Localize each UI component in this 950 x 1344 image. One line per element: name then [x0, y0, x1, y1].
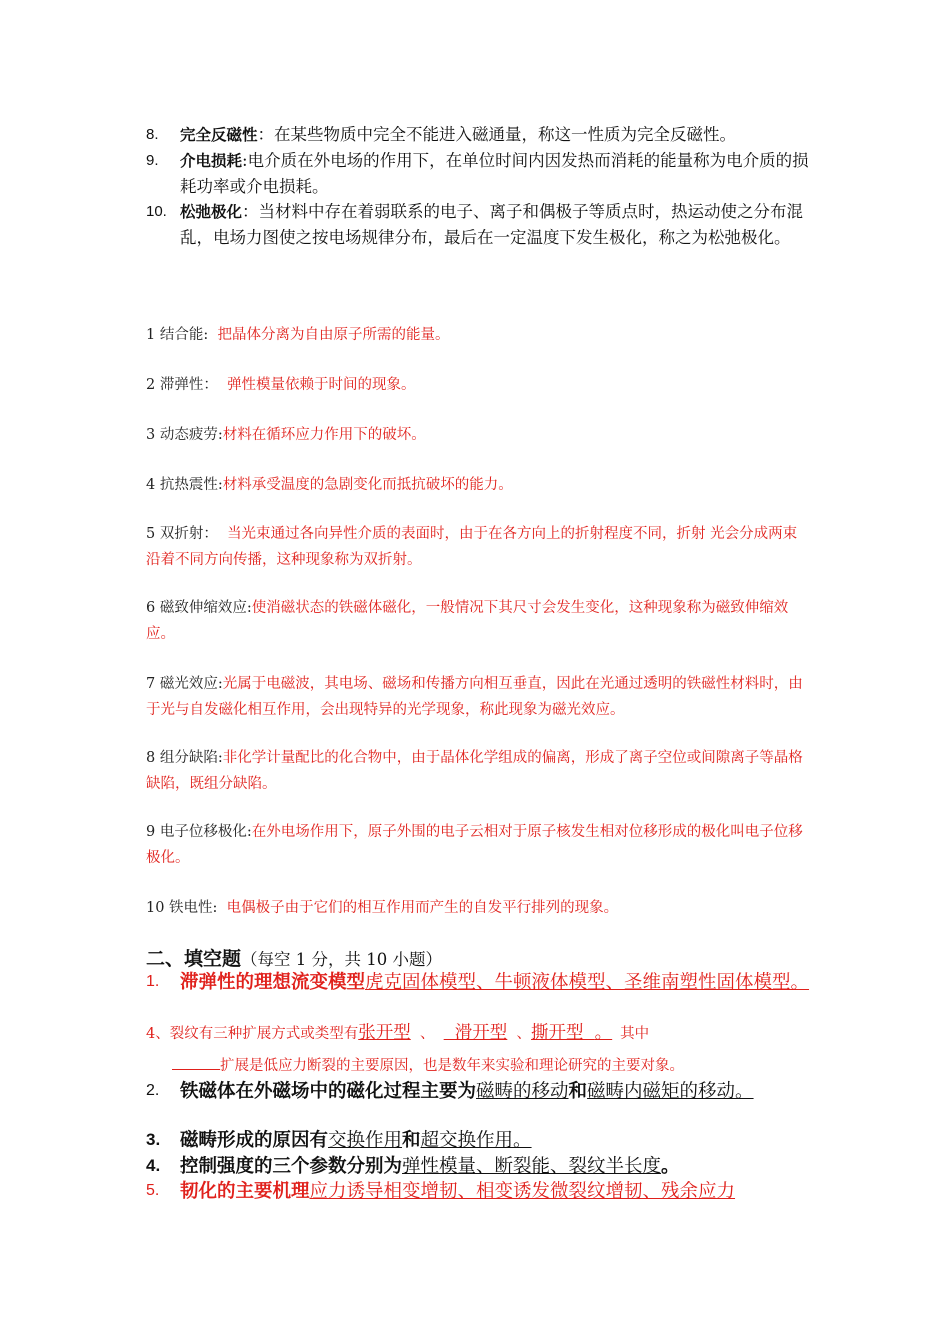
question-stem: 磁畴形成的原因有: [180, 1130, 329, 1151]
definition-item: [146, 148, 811, 199]
question-stem: 铁磁体在外磁场中的磁化过程主要为: [180, 1081, 477, 1102]
question-4: 4. 控制强度的三个参数分别为弹性模量、断裂能、裂纹半长度。: [146, 1156, 680, 1177]
definition-item: [146, 122, 811, 148]
blank-line: [172, 1055, 220, 1070]
term-paragraph: [146, 745, 808, 797]
answer-text: 磁畴的移动: [476, 1081, 569, 1102]
term-label: 3 动态疲劳:: [146, 427, 223, 443]
term-definition: 材料在循环应力作用下的破坏。: [222, 427, 426, 443]
section-note: （每空 1 分，共 10 小题）: [241, 950, 442, 969]
definition-term: 完全反磁性: [180, 126, 258, 144]
definition-item: [146, 199, 811, 250]
term-definition: 在外电场作用下，原子外围的电子云相对于原子核发生相对位移形成的极化叫电子位移极化。: [146, 824, 803, 866]
term-definition: 光属于电磁波，其电场、磁场和传播方向相互垂直，因此在光通过透明的铁磁性材料时，由于光与自发磁化相互作用，会出现特异的光学现象，称此现象为磁光效应。: [146, 676, 803, 718]
answer-text: 磁畴内磁矩的移动。: [587, 1081, 754, 1102]
question-1: 1. 滞弹性的理想流变模型虎克固体模型、牛顿液体模型、圣维南塑性固体模型。: [146, 972, 810, 993]
term-label: 8 组分缺陷:: [146, 750, 223, 766]
question-stem: 控制强度的三个参数分别为: [180, 1156, 403, 1177]
term-paragraph: [146, 521, 808, 573]
term-paragraph: [146, 671, 808, 723]
term-definition: 把晶体分离为自由原子所需的能量。: [217, 327, 450, 343]
term-paragraph: [146, 895, 808, 921]
question-crack: 4、裂纹有三种扩展方式或类型有张开型 、 滑开型 、撕开型 。 其中: [146, 1023, 650, 1043]
term-label: 4 抗热震性:: [146, 477, 223, 493]
term-definition: 非化学计量配比的化合物中，由于晶体化学组成的偏离，形成了离子空位或间隙离子等晶格缺陷，既组分缺陷。: [146, 750, 803, 792]
answer-text: 张开型: [358, 1023, 411, 1043]
definition-term: 松弛极化: [180, 203, 243, 221]
term-label: 2 滞弹性：: [146, 377, 218, 393]
term-label: 1 结合能:: [146, 327, 209, 343]
term-paragraph: [146, 595, 808, 647]
answer-text: 虎克固体模型、牛顿液体模型、圣维南塑性固体模型。: [365, 972, 810, 993]
term-paragraph: [146, 472, 808, 498]
answer-text: 交换作用: [328, 1130, 403, 1151]
term-definition: 弹性模量依赖于时间的现象。: [227, 377, 416, 393]
question-crack-continued: 扩展是低应力断裂的主要原因，也是数年来实验和理论研究的主要对象。: [172, 1054, 684, 1075]
item-number: 8.: [146, 126, 159, 143]
term-definition: 材料承受温度的急剧变化而抵抗破坏的能力。: [222, 477, 513, 493]
question-3: 3. 磁畴形成的原因有交换作用和超交换作用。: [146, 1130, 532, 1151]
item-number: 10.: [146, 203, 167, 220]
answer-text: 撕开型: [531, 1023, 595, 1043]
term-label: 5 双折射：: [146, 526, 218, 542]
question-stem: 韧化的主要机理: [180, 1181, 310, 1202]
term-label: 9 电子位移极化:: [146, 824, 252, 840]
section-title: 二、填空题（每空 1 分，共 10 小题）: [146, 948, 442, 970]
term-paragraph: [146, 372, 808, 398]
item-number: 9.: [146, 152, 159, 169]
term-definition: 使消磁状态的铁磁体磁化，一般情况下其尺寸会发生变化，这种现象称为磁致伸缩效应。: [146, 600, 789, 642]
term-paragraph: [146, 322, 808, 348]
term-label: 6 磁致伸缩效应:: [146, 600, 252, 616]
answer-text: 弹性模量、断裂能、裂纹半长度: [402, 1156, 662, 1177]
definition-text: ：当材料中存在着弱联系的电子、离子和偶极子等质点时，热运动使之分布混乱，电场力图使之按电场规律分布，最后在一定温度下发生极化，称之为松弛极化。: [180, 202, 804, 247]
term-label: 7 磁光效应:: [146, 676, 223, 692]
term-label: 10 铁电性:: [146, 900, 218, 916]
definition-text: ：在某些物质中完全不能进入磁通量，称这一性质为完全反磁性。: [257, 125, 737, 144]
definition-term: 介电损耗: [180, 152, 243, 170]
definition-list: [146, 122, 811, 250]
question-2: 2. 铁磁体在外磁场中的磁化过程主要为磁畴的移动和磁畴内磁矩的移动。: [146, 1081, 754, 1102]
term-definition: 电偶极子由于它们的相互作用而产生的自发平行排列的现象。: [226, 900, 619, 916]
question-stem: 滞弹性的理想流变模型: [180, 972, 366, 993]
answer-text: 滑开型: [443, 1023, 508, 1043]
term-paragraph: [146, 819, 808, 871]
term-paragraph: [146, 422, 808, 448]
answer-text: 应力诱导相变增韧、相变诱发微裂纹增韧、残余应力: [309, 1181, 736, 1202]
question-5: 5. 韧化的主要机理应力诱导相变增韧、相变诱发微裂纹增韧、残余应力: [146, 1181, 736, 1202]
definition-text: :电介质在外电场的作用下，在单位时间内因发热而消耗的能量称为电介质的损耗功率或介电损耗。: [180, 151, 809, 196]
answer-text: 超交换作用。: [420, 1130, 532, 1151]
term-definition: 当光束通过各向异性介质的表面时，由于在各方向上的折射程度不同，折射 光会分成两束沿着不同方向传播，这种现象称为双折射。: [146, 526, 798, 568]
